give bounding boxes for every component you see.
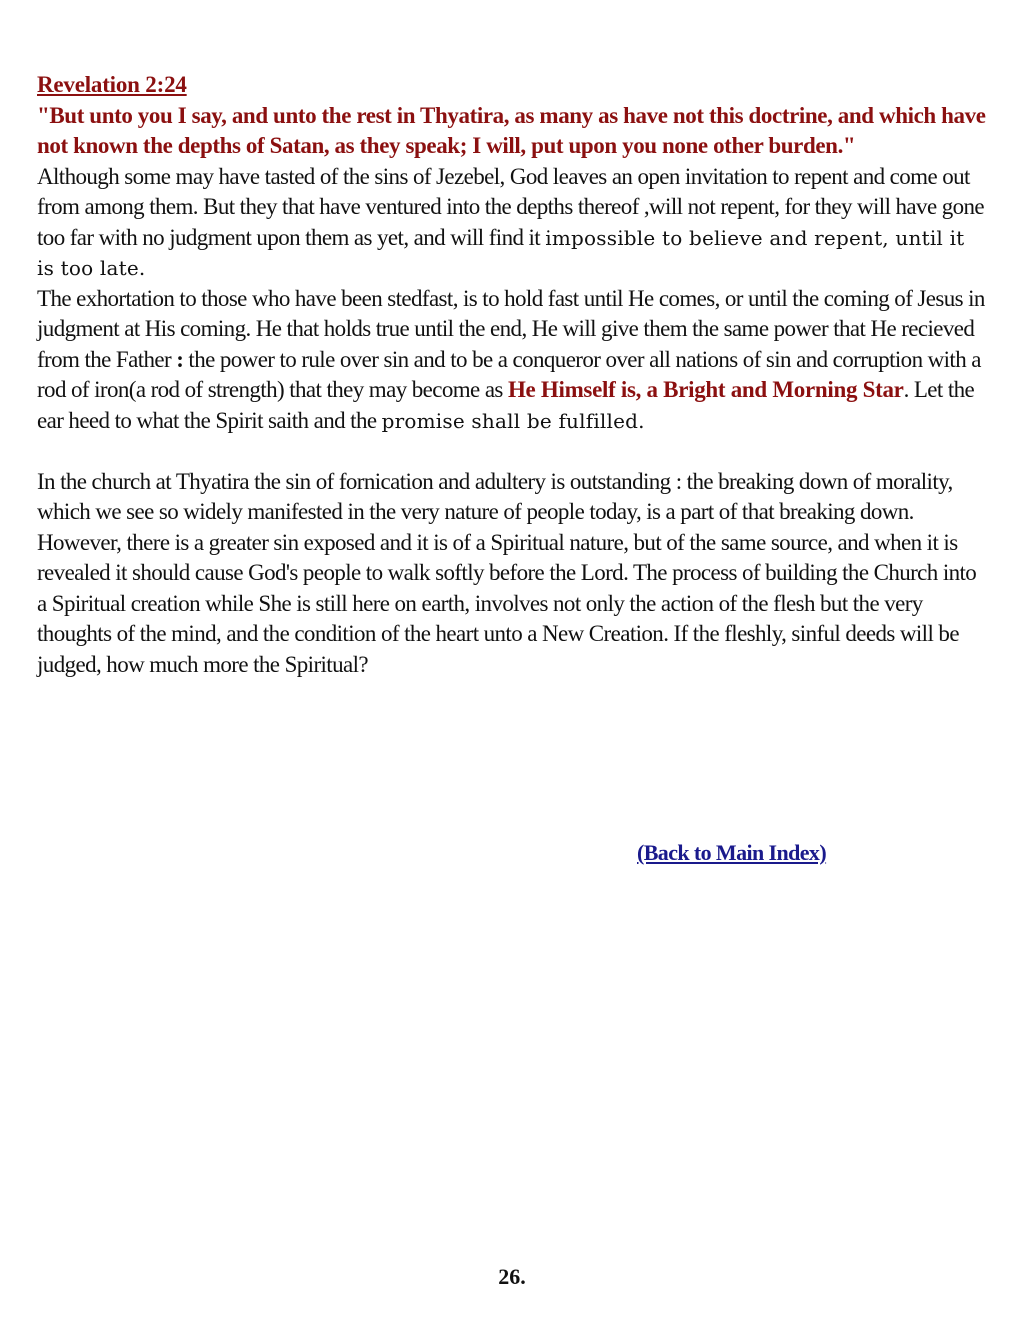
page-number: 26. [498, 1264, 526, 1289]
paragraph-thyatira: In the church at Thyatira the sin of fornication and adultery is outstanding : the breaking down of morality, which we see so widely manifested in the very nature of people today, is a part of that breaking down. However, there is a greater sin exposed and it is of a Spiritual nature, but of the same source, and when it is revealed it should cause God's people to walk softly before the Lord. The process of building the Church into a Spiritual creation while She is still here on earth, involves not only the action of the flesh but the very thoughts of the mind, and the condition of the heart unto a New Creation. If the fleshly, sinful deeds will be judged, how much more the Spiritual? [37, 468, 977, 677]
back-to-main-index-link[interactable]: (Back to Main Index) [637, 840, 827, 865]
scripture-reference: Revelation 2:24 [37, 72, 187, 97]
paragraph-gap [37, 436, 987, 467]
morning-star-highlight: He Himself is, a Bright and Morning Star [507, 377, 904, 402]
paragraph-exhortation-end: promise shall be fulfilled. [381, 408, 645, 433]
paragraph-exhortation-text: The exhortation to those who have been stedfast, is to hold fast until He comes, or until the coming of Jesus in judgment at His coming. He that holds true until the end, He will give them the same power that He recieved from the Father [37, 285, 985, 372]
scripture-block [37, 70, 987, 162]
paragraph-invitation-text: Although some may have tasted of the sins of Jezebel, God leaves an open invitation to repent and come out from among them. But they that have ventured into the depths thereof ,will not repent, for they will have gone too far with no judgment upon them as yet, and will find it [37, 163, 985, 250]
paragraph-exhortation-text-3: . Let the ear heed to what the Spirit saith and the [37, 377, 975, 433]
paragraph-invitation [37, 162, 987, 284]
paragraph-invitation-end: impossible to believe and repent, until it is too late. [37, 225, 965, 280]
scripture-verse: "But unto you I say, and unto the rest in Thyatira, as many as have not this doctrine, and which have not known the depths of Satan, as they speak; I will, put upon you none other burden." [37, 102, 986, 158]
exhortation-colon: : [176, 346, 184, 372]
document-body [37, 70, 987, 680]
paragraph-exhortation [37, 284, 987, 437]
paragraph-exhortation-text-2: the power to rule over sin and to be a conqueror over all nations of sin and corruption with a rod of iron(a rod of strength) that they may become as [37, 346, 981, 402]
